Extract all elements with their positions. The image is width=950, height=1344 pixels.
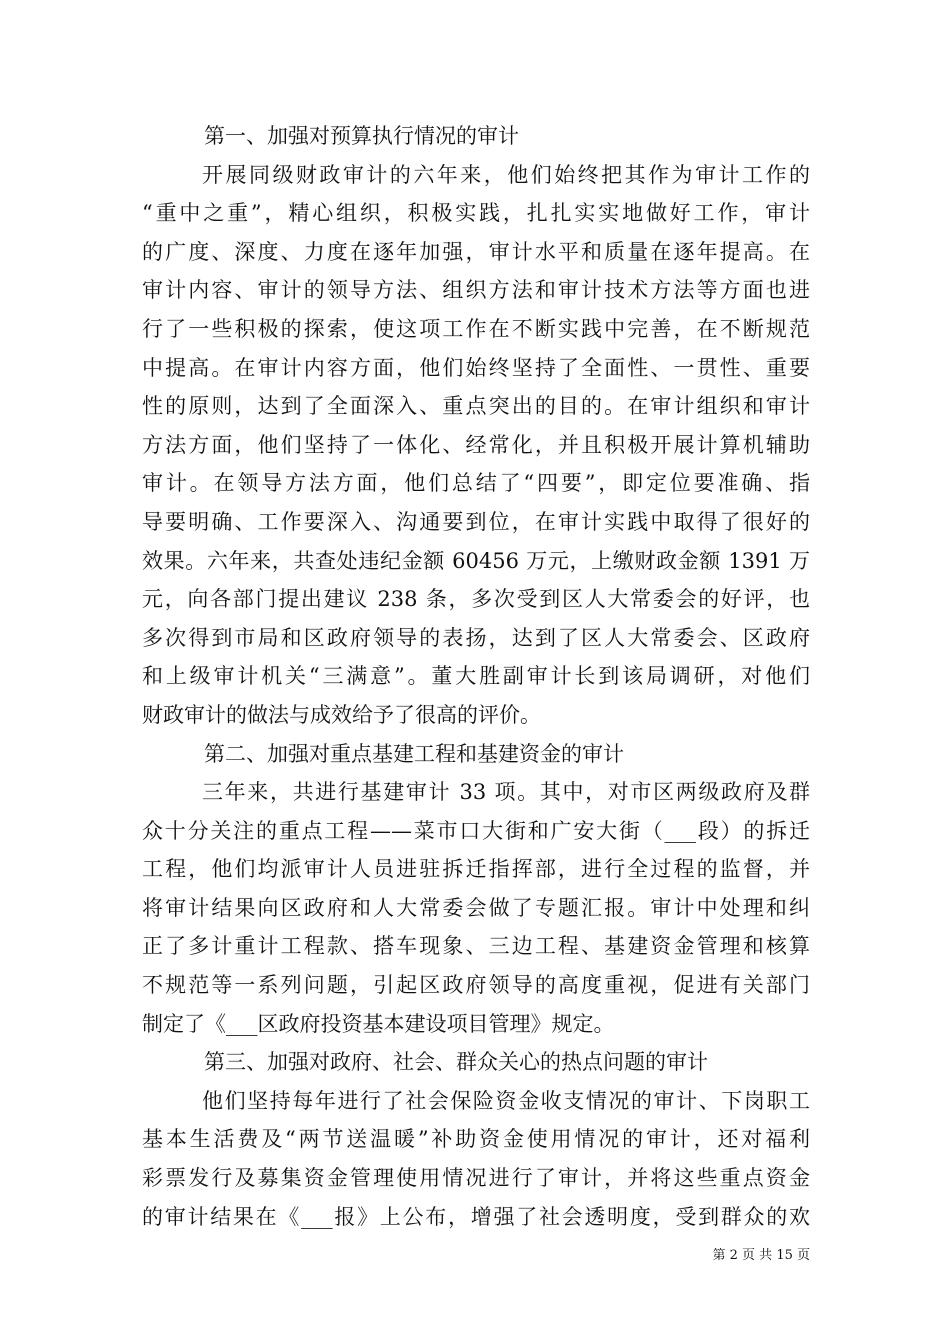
document-body [142,117,810,1236]
section-heading-2: 第二、加强对重点基建工程和基建资金的审计 [204,741,624,766]
paragraph-line: 财政审计的做法与成效给予了很高的评价。 [142,702,541,727]
paragraph-line: 性的原则，达到了全面深入、重点突出的目的。在审计组织和审计 [142,394,810,419]
paragraph-line: 元，向各部门提出建议 238 条，多次受到区人大常委会的好评，也 [142,587,810,612]
section-heading-1: 第一、加强对预算执行情况的审计 [204,124,519,148]
paragraph-line: 将审计结果向区政府和人大常委会做了专题汇报。审计中处理和纠 [142,895,810,920]
paragraph-line: 审计内容、审计的领导方法、组织方法和审计技术方法等方面也进 [142,278,810,303]
paragraph-line: 多次得到市局和区政府领导的表扬，达到了区人大常委会、区政府 [142,625,810,650]
paragraph-line: 开展同级财政审计的六年来，他们始终把其作为审计工作的 [202,162,810,187]
paragraph-line: 效果。六年来，共查处违纪金额 60456 万元，上缴财政金额 1391 万 [142,548,810,573]
section-heading-3: 第三、加强对政府、社会、群众关心的热点问题的审计 [204,1050,708,1075]
paragraph-line: 行了一些积极的探索，使这项工作在不断实践中完善，在不断规范 [142,316,810,341]
paragraph-line: 方法方面，他们坚持了一体化、经常化，并且积极开展计算机辅助 [142,432,810,457]
paragraph-line: 他们坚持每年进行了社会保险资金收支情况的审计、下岗职工 [202,1088,810,1113]
paragraph-line: 的广度、深度、力度在逐年加强，审计水平和质量在逐年提高。在 [142,239,810,264]
paragraph-line: 彩票发行及募集资金管理使用情况进行了审计，并将这些重点资金 [142,1166,810,1191]
paragraph-line: 导要明确、工作要深入、沟通要到位，在审计实践中取得了很好的 [142,509,810,534]
paragraph-line: 工程，他们均派审计人员进驻拆迁指挥部，进行全过程的监督，并 [142,857,810,882]
page-number-footer: 第 2 页 共 15 页 [712,1248,810,1263]
paragraph-line: 不规范等一系列问题，引起区政府领导的高度重视，促进有关部门 [142,973,810,998]
paragraph-line: 制定了《___区政府投资基本建设项目管理》规定。 [142,1011,615,1036]
paragraph-line: 基本生活费及“两节送温暖”补助资金使用情况的审计，还对福利 [142,1127,810,1152]
paragraph-line: 的审计结果在《___报》上公布，增强了社会透明度，受到群众的欢 [142,1204,810,1229]
paragraph-line: 和上级审计机关“三满意”。董大胜副审计长到该局调研，对他们 [142,664,810,689]
paragraph-line: 正了多计重计工程款、搭车现象、三边工程、基建资金管理和核算 [142,934,810,959]
paragraph-line: 众十分关注的重点工程——菜市口大街和广安大街（___段）的拆迁 [142,818,810,843]
paragraph-line: 中提高。在审计内容方面，他们始终坚持了全面性、一贯性、重要 [142,355,810,380]
paragraph-line: 三年来，共进行基建审计 33 项。其中，对市区两级政府及群 [202,780,810,805]
paragraph-line: 审计。在领导方法方面，他们总结了“四要”，即定位要准确、指 [142,471,810,496]
paragraph-line: “重中之重”，精心组织，积极实践，扎扎实实地做好工作，审计 [142,201,810,226]
